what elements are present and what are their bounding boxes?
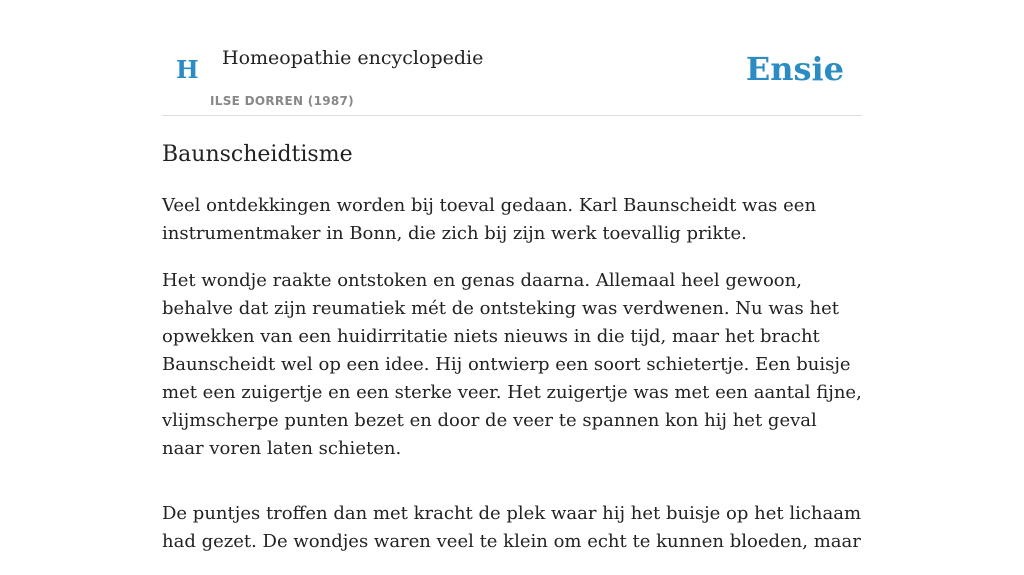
book-header xyxy=(162,0,862,116)
article-paragraph-3: De puntjes troffen dan met kracht de plek waar hij het buisje op het lichaam had gezet. De wondjes waren veel te klein om echt te kunnen bloeden, maar xyxy=(162,503,862,552)
book-author: ILSE DORREN (1987) xyxy=(210,94,354,108)
article-paragraph-1: Veel ontdekkingen worden bij toeval gedaan. Karl Baunscheidt was een instrumentmaker in Bonn, die zich bij zijn werk toevallig prikte. xyxy=(162,195,817,244)
page-container xyxy=(162,0,862,552)
article-paragraph-2: Het wondje raakte ontstoken en genas daarna. Allemaal heel gewoon, behalve dat zijn reumatiek mét de ontsteking was verdwenen. Nu was het opwekken van een huidirritatie niets nieuws in die tijd, maar het bracht Baunscheidt wel op een idee. Hij ontwierp een soort schietertje. Een buisje met een zuigertje en een sterke veer. Het zuigertje was met een aantal fijne, vlijmscherpe punten bezet en door de veer te spannen kon hij het geval naar voren laten schieten. xyxy=(162,270,862,459)
book-title-link[interactable]: Homeopathie encyclopedie xyxy=(222,47,484,69)
book-letter-icon[interactable]: H xyxy=(176,55,199,84)
article-title: Baunscheidtisme xyxy=(162,142,353,167)
article-body xyxy=(162,192,862,575)
ensie-logo[interactable]: Ensie xyxy=(745,50,844,88)
